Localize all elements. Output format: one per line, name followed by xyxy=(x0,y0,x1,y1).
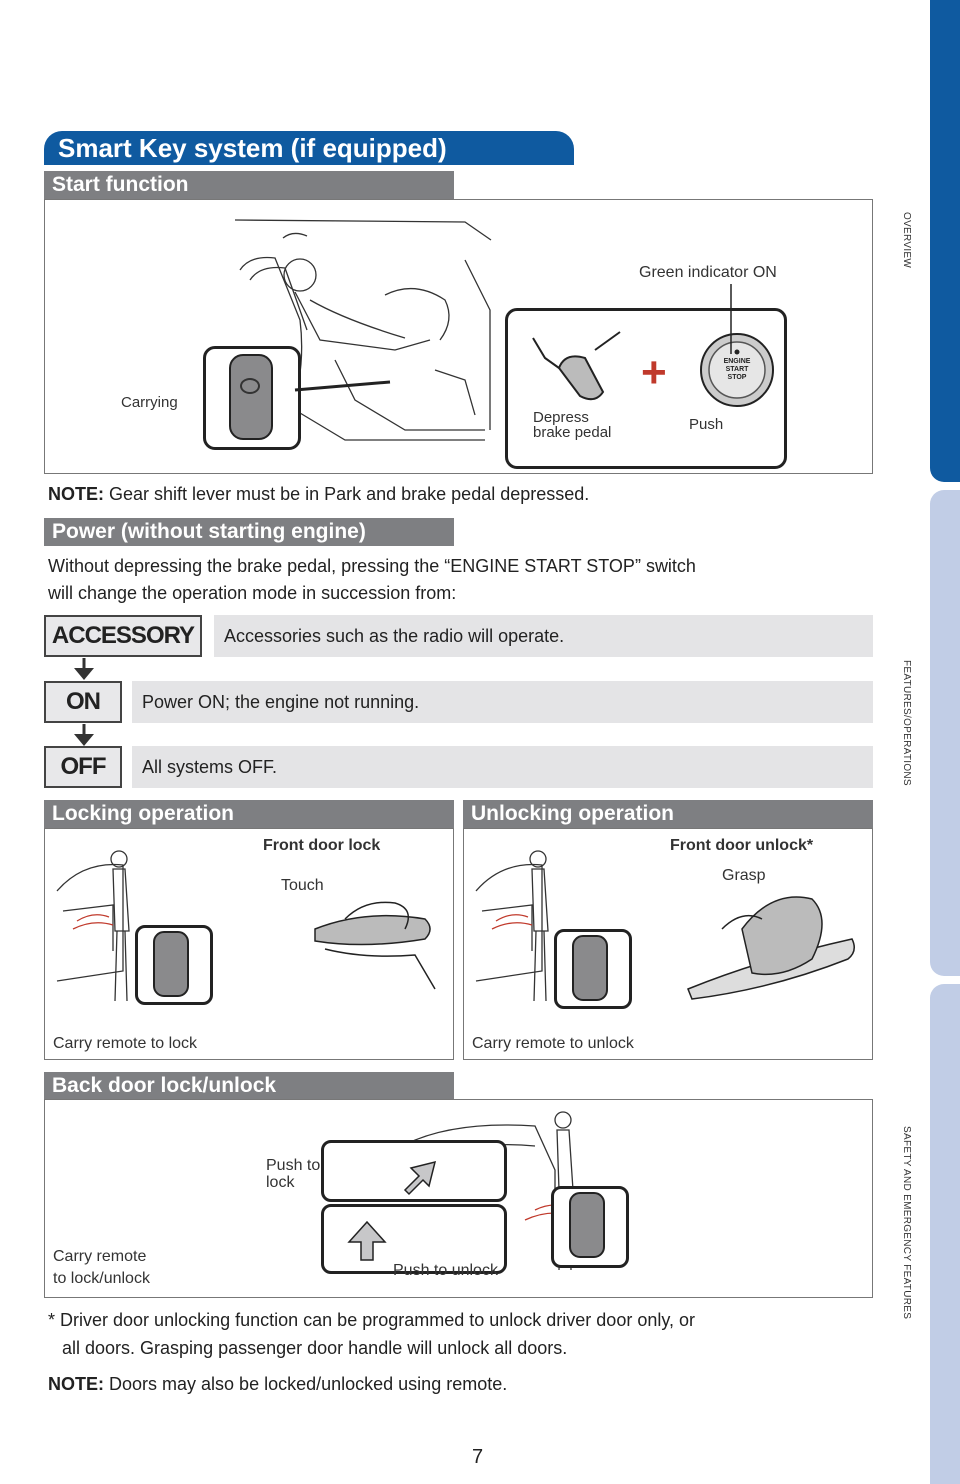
label-push-to-unlock: Push to unlock xyxy=(393,1262,498,1279)
page-title: Smart Key system (if equipped) xyxy=(44,131,574,165)
label-grasp: Grasp xyxy=(722,867,766,884)
mode-off-desc: All systems OFF. xyxy=(132,746,873,788)
side-tab-overview[interactable] xyxy=(930,0,960,482)
side-label-safety: SAFETY AND EMERGENCY FEATURES xyxy=(901,1126,912,1320)
power-heading: Power (without starting engine) xyxy=(44,518,454,546)
unlocking-caption: Carry remote to unlock xyxy=(472,1035,634,1052)
button-text: ENGINE START STOP xyxy=(723,358,751,381)
label-push: Push xyxy=(689,416,724,433)
side-label-features: FEATURES/OPERATIONS xyxy=(901,660,912,786)
front-door-lock-title: Front door lock xyxy=(263,837,381,854)
side-tab-safety[interactable] xyxy=(930,984,960,1484)
arrow-down-icon xyxy=(74,724,94,746)
back-door-caption: Carry remote to lock/unlock xyxy=(53,1248,150,1287)
side-label-overview: OVERVIEW xyxy=(901,212,912,269)
label-carrying: Carrying xyxy=(121,394,178,411)
front-door-unlock-title: Front door unlock* xyxy=(670,837,814,854)
start-function-illustration xyxy=(44,199,873,474)
start-function-heading: Start function xyxy=(44,171,454,199)
indicator-leader-line xyxy=(729,284,733,354)
footnote: * Driver door unlocking function can be programmed to unlock driver door only, or all doors. Grasping passenger door handle will unlock all doors. xyxy=(48,1310,696,1358)
arrow-up-icon xyxy=(347,1222,387,1262)
locking-panel xyxy=(44,828,454,1060)
locking-heading: Locking operation xyxy=(44,800,454,828)
unlocking-panel xyxy=(463,828,873,1060)
arrow-down-icon xyxy=(74,658,94,680)
key-fob-icon xyxy=(569,1192,605,1258)
toyota-logo-icon xyxy=(240,378,260,394)
side-tab-features[interactable] xyxy=(930,490,960,976)
label-green-indicator: Green indicator ON xyxy=(639,264,777,281)
mode-accessory-desc: Accessories such as the radio will operate. xyxy=(214,615,873,657)
back-door-heading: Back door lock/unlock xyxy=(44,1072,454,1100)
label-depress-brake: Depress brake pedal xyxy=(533,409,612,441)
power-intro: Without depressing the brake pedal, pressing the “ENGINE START STOP” switch will change the operation mode in succession from: xyxy=(48,556,696,603)
mode-on-desc: Power ON; the engine not running. xyxy=(132,681,873,723)
bottom-note: NOTE: Doors may also be locked/unlocked using remote. xyxy=(48,1374,508,1394)
mode-on-box: ON xyxy=(44,681,122,723)
back-door-panel xyxy=(44,1099,873,1298)
mode-off-box: OFF xyxy=(44,746,122,788)
mode-accessory-box: ACCESSORY xyxy=(44,615,202,657)
key-fob-icon xyxy=(229,354,273,440)
label-push-to-lock: Push to lock xyxy=(266,1157,321,1191)
arrow-up-icon xyxy=(405,1160,445,1200)
locking-caption: Carry remote to lock xyxy=(53,1035,198,1052)
key-fob-icon xyxy=(153,931,189,997)
hand-grasp-handle-illustration xyxy=(682,879,862,1009)
page-number: 7 xyxy=(472,1446,484,1468)
label-touch: Touch xyxy=(281,877,324,894)
key-fob-icon xyxy=(572,935,608,1001)
start-note: NOTE: Gear shift lever must be in Park and brake pedal depressed. xyxy=(48,484,590,504)
hand-touch-handle-illustration xyxy=(305,889,445,999)
unlocking-heading: Unlocking operation xyxy=(463,800,873,828)
plus-icon: + xyxy=(641,348,667,397)
fob-leader-line xyxy=(295,380,395,400)
